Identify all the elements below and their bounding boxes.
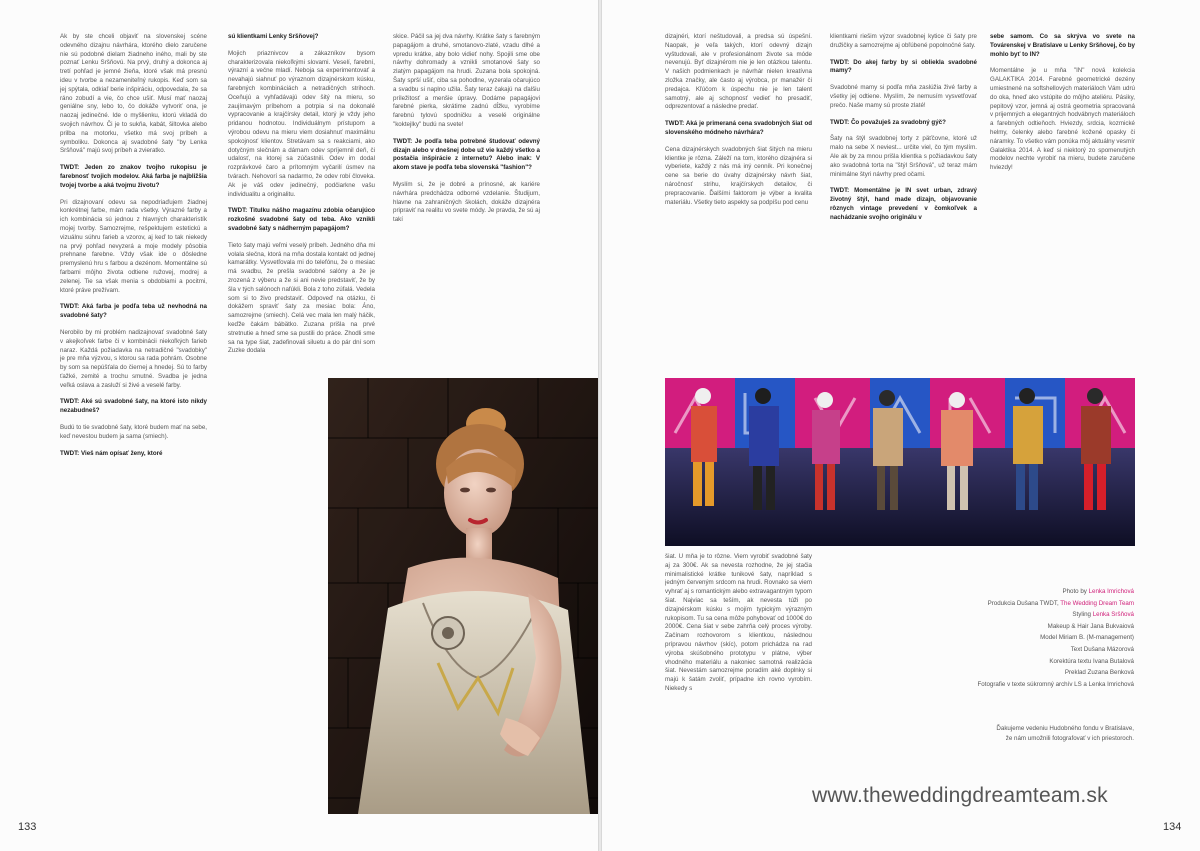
credit-line: Makeup & Hair Jana Bukvaiová: [1047, 622, 1134, 630]
credit-line: Produkcia Dušana TWDT, The Wedding Dream Team: [987, 599, 1134, 607]
interview-question: TWDT: Je podľa teba potrebné študovať odevný dizajn alebo v dnešnej dobe už vie každý všetko a postačia inšpirácie z internetu? Alebo inak: V akom stave je podľa teba slovenská "fashion"?: [393, 137, 540, 172]
body-paragraph: Mojich priaznivcov a zákazníkov bysom charakterizovala niekoľkými slovami. Veselí, farební, výrazní a večne mladí. Neboja sa experimentovať a nevahajú siahnuť po výraznom dizajnérskom kúsku, farebných kombináciách a netradičných strihoch. Oceňujú a vyhľadávajú odev šitý na mieru, so zaujímavým príbehom a potrpia si na dokonalé vypracovanie a krajčírsky detail, ktorý je vždy jeho pridanou hodnotou. Individuálnym prístupom a výrobou odevu na mieru viem dosiahnuť maximálnu spokojnosť klientov. Stretávam sa s reakciami, ako dotyčným slečnám a dámam odev spríjemnil deň, či udalosť, na ktorej sa zúčastnili. Odev im dodal rozprávkové čaro a prítomným vyčarilí úsmev na tvárach. Nehovorí sa nadarmo, že odev robí človeka. Ak je váš odev jedinečný, podčiarkne vašu individualitu a originalitu.: [228, 49, 375, 198]
body-paragraph: Myslím si, že je dobré a prínosné, ak kariére návrhára predchádza odborné vzdelanie. Študijum, hlavne na zahraničných školách, dokáže dizajnéra pripraviť na realitu vo svete módy. Je pravda, že sú aj takí: [393, 180, 540, 224]
credit-line: Text Dušana Mázorová: [1070, 645, 1134, 653]
left-page-number: 133: [18, 821, 37, 833]
website-link[interactable]: www.theweddingdreamteam.sk: [812, 784, 1108, 807]
interview-question: TWDT: Aká je primeraná cena svadobných šiat od slovenského módneho návrhára?: [665, 120, 812, 136]
interview-question: TWDT: Aké sú svadobné šaty, na ktoré isto nikdy nezabudneš?: [60, 398, 207, 415]
body-paragraph: šiat. U mňa je to rôzne. Viem vyrobiť svadobné šaty aj za 300€. Ak sa nevesta rozhodne, že jej stačia minimalistické krátke tunikové šaty, napríklad s jedným červeným srdcom na hrudi. Rovnako sa viem vyhrať aj s romantickým alebo extravagantným typom šiat. Najviac sa teším, ak nevesta túži po dizajnérskom kúsku s mojím typickým výrazným rukopisom. Tu sa cena môže pohybovať od 1000€ do 2000€. Cena šiat v sebe zahrňa celý proces výroby. Začínam rozhovorom s klientkou, následnou prípravou návrhov (skíc), potom prichádza na rad výroba skúšobného prototypu v plátne, výber vhodného materiálu a nakoniec samotná realizácia šiat. Nevestám samozrejme poradím aké doplnky si majú k šatám zvoliť, prípadne ich rovno vyrobím. Niekedy s: [665, 553, 812, 692]
body-paragraph: Pri dizajnovaní odevu sa nepodriaďujem žiadnej konkrétnej farbe, mám rada všetky. Výrazné farby a ich kombinácia sú jednou z hlavných charakteristík mojej tvorby. Samozrejme, rešpektujem estetickú a vizuálnu súhru farieb a vzorov, aj keď to tak niekedy na prvý pohľad nevyzerá a moje modely pôsobia prehnane farebne. Vždy však ide o dôsledne premyslenú hru s farbou a dezénom. Momentálne sú farbami môjho života odtiene ružovej, modrej a zelenej. Tie sa však menia s obdobiami a pocitmi, ktoré práve prežívam.: [60, 198, 207, 294]
body-paragraph: Nerobilo by mi problém nadizajnovať svadobné šaty v akejkoľvek farbe či v kombinácii niekoľkých farieb naraz. Každá požiadavka na netradičné "svadobky" je pre mňa výzvou, s ktorou sa rada pohrám. Osobne by som sa nepúšťala do čiernej a hnedej. Sú to farby ťažké, zemité a trochu smutné. Svadba je jedna veľká oslava a zasluží si živé a veselé farby.: [60, 328, 207, 389]
right-column-2: [830, 33, 977, 373]
body-paragraph: Momentálne je u mňa "IN" nová kolekcia GALAKTIKA 2014. Farebné geometrické dezény umiestnené na softshellových materiáloch Vám udrú do oka, hneď ako vstúpite do môjho ateliéru. Pásiky, pepitový vzor, jemná aj ostrá geometria spracovaná v prijemných a elegantných hodvábnych materiáloch a farebných odtieňoch. Hviezdy, srdcia, kozmické helmy, čelenky alebo farebné kožené opasky či náramky. To všetko vám ponúka môj aktuálny vesmír Galaktika 2014. A keď si niektorý zo spomenutých modelov nechte vyrobiť na mieru, budete zaručene hviezdy!: [990, 67, 1135, 172]
credit-link[interactable]: The Wedding Dream Team: [1060, 599, 1134, 607]
runway-photo: [665, 378, 1135, 546]
body-paragraph: Cena dizajnérskych svadobných šiat šitých na mieru klientke je rôzna. Záleží na tom, ktorého dizajnéra si vyberiete, každý z nás má iný cenník. Pri konečnej cene sa berie do úvahy dizajnérsky návrh šiat, náročnosť strihu, krajčírskych detailov, či prepracovanie. Ďalšími faktorom je výber a kvalita materiálu. Všetky tieto aspekty sa podpíšu pod cenu: [665, 145, 812, 206]
interview-question: sú klientkami Lenky Sršňovej?: [228, 33, 319, 40]
body-paragraph: dizajnéri, ktorí neštudovali, a predsa sú úspešní. Naopak, je veľa takých, ktorí odevný dizajn vyštudovali, ale v profesionálnom živote sa móde nevenujú. Byť dizajnérom nie je len otázkou talentu. V našich podmienkach je návrhár nielen kreatívna zložka značky, ale často aj výrobca, pr manažér či predajca. Kľúčom k úspechu nie je len talent samotný, ale aj schopnosť vedieť ho presadiť, odprezentovať a následne predať.: [665, 33, 812, 111]
body-paragraph: klientkami riešim výzor svadobnej kytice či šaty pre družičky a samozrejme aj obľúbené popolnočné šaty.: [830, 33, 977, 49]
credit-line: Korektúra textu Ivana Butalová: [1049, 657, 1134, 665]
body-paragraph: Ak by ste chceli objaviť na slovenskej scéne odevného dizajnu návrhára, ktorého dielo zaručene nie sú podobné dielam žiadneho iného, mali by ste poznať Lenku Sršňovú. Na prvý, druhý a dokonca aj tretí pohľad je jemné žieňa, ktoré však má presnú ideu v tvorbe a nezameniteľný rukopis. Keď som sa jej spýtala, odkiaľ berie inšpiráciu, odpovedala, že sa ráno zobudí a vie, čo chce ušiť. Musí mať naozaj geniálne sny, lebo to, čo dokáže vytvoriť ona, je naozaj jedinečné. Ide o myšlienku, ktorú vkladá do svojich návrhov. Či je to sukňa, kabát, šiltovka alebo prilba na motorku, všetko má svoj príbeh a symboliku. Dokonca aj svadobné šaty "by Lenka Sršňová" majú svoj príbeh a zvieratko.: [60, 33, 207, 155]
body-paragraph: Svadobné mamy si podľa mňa zaslúžia živé farby a všetky jej odtiene. Myslím, že nemusím vysvetľovať prečo. Naše mamy sú proste zlaté!: [830, 84, 977, 109]
body-paragraph: Tieto šaty majú veľmi veselý príbeh. Jedného dňa mi volala slečna, ktorá na mňa dostala kontakt od jednej kamarátky. Vysvetľovala mi do telefónu, že o mesiac má svadbu, že prešla svadobné salóny a že je zrozená z výberu a že si ani nevie predstaviť, že by šla v tých salónoch nafúkli. Bola z toho zúfalá. Vedela som si to živo predstaviť. Odpoveď na otázku, či dokážem spraviť šaty za mesiac bola: Áno, samozrejme (smiech). Celá vec mala len malý háčik, keďže čakám bábätko. Zuzana prišla na prvé stretnutie a hneď sme sa pustili do práce. Zhodli sme sa na type šiat, zadefinovali siluetu a do pár dní som Zuzke dodala: [228, 241, 375, 355]
body-paragraph: Šaty na štýl svadobnej torty z päťčovne, ktoré už malo na sebe X neviest... určite viel, čo tým myslím. Ale ak by za mnou prišla klientka s požiadavkou šaty ako svadobná torta na "štýl Sršňová", už teraz mám minimálne štyri návrhy pred očami.: [830, 135, 977, 178]
left-column-3: [393, 33, 540, 373]
thanks-line: že nám umožnili fotografovať v ich priestoroch.: [1005, 735, 1134, 742]
body-paragraph: skice. Páčil sa jej dva návrhy. Krátke šaty s farebným papagájom a druhé, smotanovo-zlaté, vzadu dlhé a vpredu krátke, aby bolo vidieť nohy. Spojili sme obe návrhy dohromady a vznikli smotanové šaty so zlatým papagájom na hrudi. Zuzana bola spokojná. Šaty sprší ušiť, ciba sa pohodlne, vyzerala očarujúco a svadbu si naplno užila. Šaty teraz čakajú na ďalšiu príležitosť a menšie úpravy. Dodáme papagájovi farebné pierka, skrátime zadnú dĺžku, vyrobíme farebnú tylovú spodničku a veselé originálne "koktejlky" budú na svete!: [393, 33, 540, 128]
interview-question: TWDT: Aká farba je podľa teba už nevhodná na svadobné šaty?: [60, 303, 207, 320]
interview-question: TWDT: Vieš nám opísať ženy, ktoré: [60, 449, 163, 457]
credit-line: Fotografie v texte súkromný archív LS a Lenka Imrichová: [977, 680, 1134, 688]
right-column-3: [990, 33, 1135, 373]
photo-credits: [830, 586, 1134, 690]
right-column-1-top: [665, 33, 812, 373]
interview-question: TWDT: Jeden zo znakov tvojho rukopisu je farebnosť tvojich modelov. Aká farba je najbližšia tvojej tvorbe a aká tvojmu životu?: [60, 164, 207, 189]
credit-line: Photo by Lenka Imrichová: [1062, 588, 1134, 595]
interview-question: TWDT: Titulku nášho magazínu zdobia očarujúco rozkošné svadobné šaty od teba. Ako vznikli svadobné šaty s nádherným papagájom?: [228, 207, 375, 232]
interview-question: sebe samom. Čo sa skrýva vo svete na Továrenskej v Bratislave u Lenky Sršňovej, čo by mohlo byť to IN?: [990, 33, 1135, 58]
interview-question: TWDT: Do akej farby by si obliekla svadobné mamy?: [830, 58, 977, 75]
thanks-line: Ďakujeme vedeniu Hudobného fondu v Bratislave,: [996, 725, 1134, 732]
interview-question: TWDT: Momentálne je IN svet urban, zdravý životný štýl, hand made dizajn, objavovanie rôznych vintage prevedení v čomkoľvek a nachádzanie svojho originálu v: [830, 187, 977, 221]
credit-line: Styling Lenka Sršňová: [1072, 611, 1134, 619]
bride-photo: [328, 378, 598, 814]
interview-question: TWDT: Čo považuješ za svadobný gýč?: [830, 118, 946, 126]
credit-line: Model Miriam B. (M-management): [1040, 634, 1134, 642]
right-column-1-bottom: [665, 553, 812, 813]
credit-link[interactable]: Lenka Sršňová: [1092, 611, 1134, 619]
credit-link[interactable]: Lenka Imrichová: [1088, 588, 1134, 595]
credit-line: Preklad Zuzana Benková: [1064, 669, 1134, 677]
thanks-note: [830, 724, 1134, 744]
left-column-1: [60, 33, 207, 813]
body-paragraph: Budú to tie svadobné šaty, ktoré budem mať na sebe, keď nevestou budem ja sama (smiech).: [60, 424, 207, 440]
right-page-number: 134: [1163, 821, 1182, 833]
